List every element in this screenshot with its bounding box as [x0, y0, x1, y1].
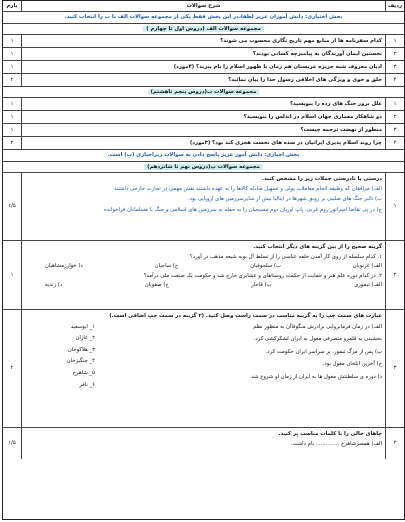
question-title: درستی یا نادرستی جملات زیر را مشخص کنید.	[262, 176, 382, 182]
question-row	[3, 241, 404, 310]
match-statement: د) دوره ی سلطنتش مغول ها به ایران از زمان او شروع شد.	[249, 374, 382, 381]
set-b-title-row	[3, 87, 404, 98]
statement-item: الف) مرافقان که وظیفه انجام معاملات پولی و تسهیل مبادله کالاها را به عهده داشتند نقش مهمی در تجارت خارجی داشتند	[114, 185, 382, 192]
set-a-title: مجموعه سوالات الف (دروس اول تا چهارم )	[143, 26, 264, 33]
question-number: ۲	[385, 111, 404, 123]
exam-sheet	[2, 0, 405, 520]
question-row	[3, 310, 404, 428]
option[interactable]: ج) صفویان	[144, 282, 169, 289]
question-number: ۴	[385, 137, 404, 149]
question-row	[3, 61, 404, 74]
option[interactable]: الف) غزنویان	[352, 263, 382, 270]
question-title: گزینه صحیح را از بین گزینه های دیگر انتخاب کنید.	[253, 244, 382, 250]
header-title: شرح سوالات	[186, 2, 221, 9]
question-number: ۲	[385, 48, 404, 60]
match-option: ۳_ هلاکوخان	[67, 346, 95, 353]
matching-area	[25, 324, 382, 389]
question-score: ۱	[3, 241, 22, 309]
question-number: ۳	[385, 124, 404, 136]
question-text: دو شاهکار معماری جهان اسلام در اندلس را بنویسید؟	[243, 113, 382, 120]
instruction-row-1	[3, 12, 404, 24]
question-text: ادیان معروف شبه جزیره عربستان هم زمان با ظهور اسلام را نام ببرید؟ (۴مورد)	[173, 63, 382, 70]
question-number: ۳	[385, 310, 404, 427]
question-score: ۱	[3, 35, 22, 47]
statement-item: ب) تاثیر جنگ های صلیبی بر رونق شهرها در ایتالیا بیش از سایرسرزمین های اروپایی بود.	[188, 196, 382, 203]
question-row	[3, 35, 404, 48]
option[interactable]: د) زندیه	[45, 282, 63, 289]
option[interactable]: ب) سلجوقیان	[250, 263, 281, 270]
sub-question: ۱. کدام سلسله از روی کار آمدن خلفه عباسی را از تسلط آل بویه شیعه مذهب در آورد؟	[189, 253, 382, 260]
question-row	[3, 48, 404, 61]
option[interactable]: الف) تیموری	[354, 282, 382, 289]
question-row	[3, 74, 404, 87]
option[interactable]: ب) قاجار	[251, 282, 272, 289]
options-row	[25, 282, 382, 289]
question-text: چرا روند اسلام پذیری ایرانیان در سده های نخست هجری کند بود؟ (۳مورد)	[189, 139, 382, 146]
question-score: ۱/۵	[3, 173, 22, 240]
question-score: ۲	[3, 310, 22, 427]
question-score: ۲	[3, 74, 22, 86]
question-row	[3, 111, 404, 124]
question-row	[3, 98, 404, 111]
question-text: علل بروز جنگ های رده را بنویسید؟	[289, 100, 382, 107]
instruction-row-2	[3, 150, 404, 162]
question-row	[3, 137, 404, 150]
match-option: ۴_ چنگیزخان	[66, 358, 95, 365]
question-text: کدام سفرنامه ها از منابع مهم تاریخ نگاری محسوب می شوند؟	[220, 37, 382, 44]
match-statement: الف) در زمان فرمانروایی برادرش منگوقاآن به منظور نظم	[253, 323, 382, 330]
question-title: عبارت های سمت چپ را به گزینه مناسب در سمت راست وصل کنید. (۲ گزینه در سمت چپ اضافی است.)	[109, 313, 382, 319]
option[interactable]: د) خوارزمشاهیان	[45, 263, 83, 270]
set-c-title-row	[3, 162, 404, 173]
set-c-title: مجموعه سوالات پ(دروس نهم تا شانزدهم)	[144, 164, 263, 171]
question-score: ۱	[3, 111, 22, 123]
match-statement: ج) آخرین ایلخان مغول بود.	[322, 361, 382, 368]
question-number: ۱	[385, 35, 404, 47]
match-option: ۱_ ابوسعید	[70, 323, 95, 330]
header-score: بارم	[3, 1, 22, 11]
match-option: ۶_ باقر	[79, 381, 95, 388]
question-number: ۲	[385, 241, 404, 309]
match-option: ۵_ شاهرخ	[72, 370, 95, 377]
question-number: ۱	[385, 98, 404, 110]
options-row	[25, 263, 382, 270]
table-header	[3, 1, 404, 12]
match-statement: بخشیدن به قلمرو متصرفی مغول به ایران لشکرکشی کرد.	[253, 336, 382, 343]
question-number: ۴	[385, 428, 404, 459]
blank-line: الف) همسرشاهرخ .............. نام داشت.	[290, 440, 382, 447]
instruction-mandatory: بخش اجباری: دانش آموز عزیز پاسخ دادن به سوالات زیراجباری (پ) است.	[107, 152, 300, 159]
header-number: ردیف	[385, 1, 404, 11]
question-text: نخستین ایمان آورندگان به پیامبرچه کسانی بودند؟	[252, 50, 382, 57]
question-number: ۳	[385, 61, 404, 73]
question-number: ۴	[385, 74, 404, 86]
question-score: ۱	[3, 48, 22, 60]
question-text: خلق و خوی و ویژگی های اخلاقی رسول خدا را بیان نمائید؟	[228, 76, 382, 83]
question-row	[3, 428, 404, 459]
question-text: منظور از نهضت ترجمه چیست؟	[300, 126, 382, 133]
question-score: ۱	[3, 98, 22, 110]
question-number: ۱	[385, 173, 404, 240]
question-score: ۱	[3, 124, 22, 136]
instruction-optional: بخش اختیاری: دانش آموزان عزیز لطفا،در این بخش فقط یکی از مجموعه سوالات الف یا ب را انتخاب کنید.	[64, 14, 343, 21]
question-row	[3, 173, 404, 241]
match-option: ۲_ غازان	[75, 335, 95, 342]
set-b-title: مجموعه سوالات ب(دروس پنجم تاهشتم)	[148, 89, 260, 96]
question-score: ۲	[3, 137, 22, 149]
question-row	[3, 124, 404, 137]
option[interactable]: ج) ساجیان	[154, 263, 179, 270]
sub-question: ۲. در کدام دوره علم هنر و حمایت از حکمت روستاهای و عشایری خارج شد و حکومت یک صنعت ملی درآمد؟	[143, 272, 382, 279]
question-score: ۱/۵	[3, 428, 22, 459]
question-title: جاهای خالی را با کلمات مناسب پر کنید.	[278, 431, 382, 437]
match-statement: ب) پس از مرگ تیمور، بر سراسر ایران حکومت کرد.	[265, 348, 382, 355]
statement-item: ج) در پی تقاضا امپراتور روم غربی، پاپ اوربان دوم مسیحیان را به حمله به سرزمین های اسلامی و جنگ با مسلمانان فراخوانده	[103, 206, 382, 213]
set-a-title-row	[3, 24, 404, 35]
question-score: ۱	[3, 61, 22, 73]
